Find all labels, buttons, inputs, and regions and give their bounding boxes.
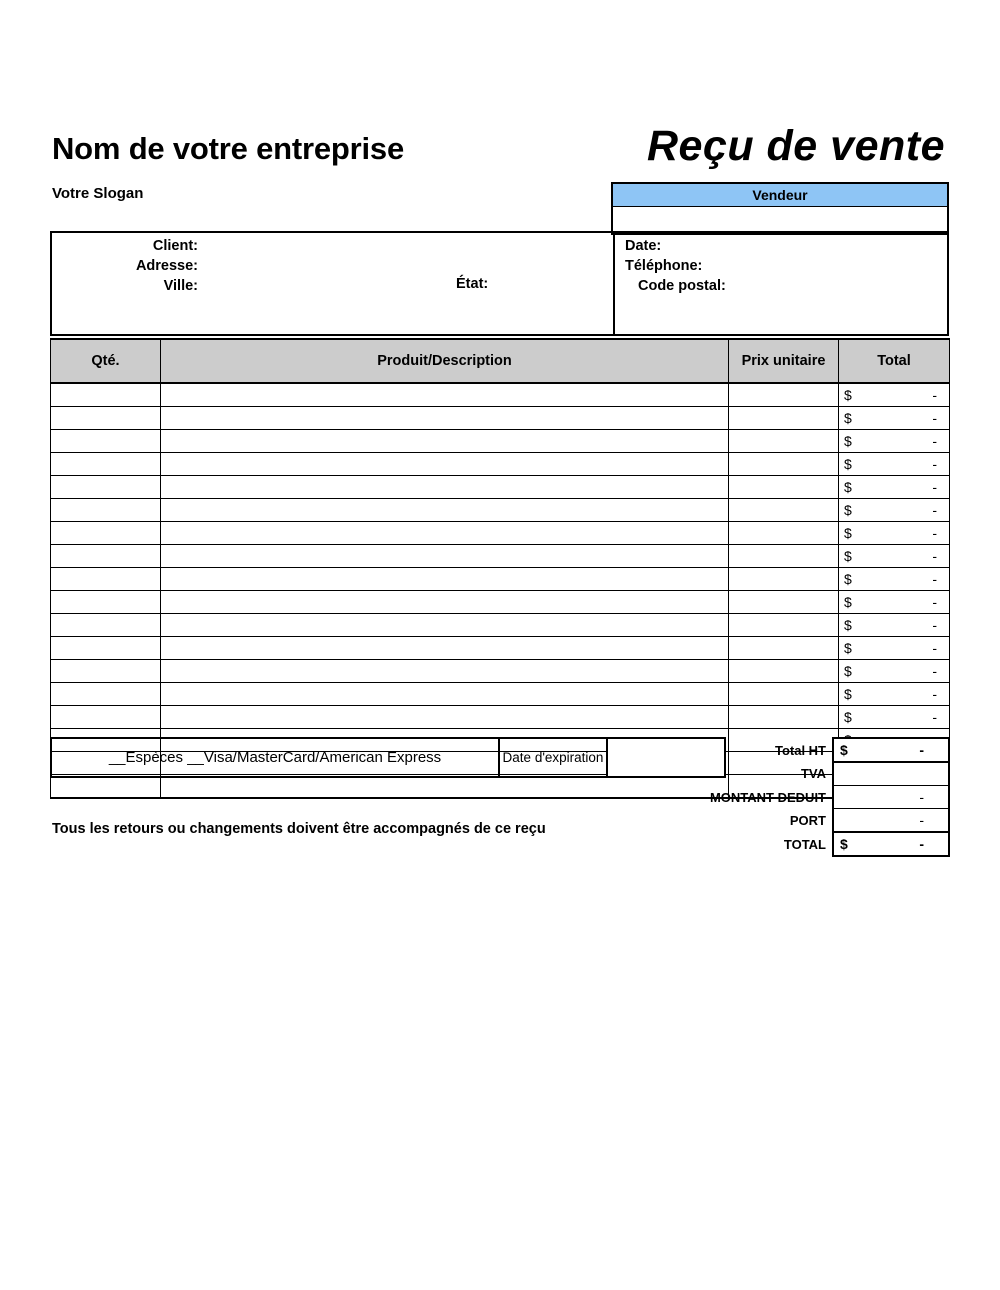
item-qty-cell[interactable] bbox=[51, 637, 161, 660]
totals-row bbox=[690, 786, 949, 809]
item-qty-cell[interactable] bbox=[51, 706, 161, 729]
item-total-cell bbox=[839, 568, 950, 591]
item-row bbox=[51, 660, 950, 683]
item-unit-price-cell[interactable] bbox=[729, 383, 839, 407]
totals-row-amount: - bbox=[919, 742, 924, 758]
item-unit-price-cell[interactable] bbox=[729, 407, 839, 430]
item-unit-price-cell[interactable] bbox=[729, 614, 839, 637]
item-description-cell[interactable] bbox=[161, 522, 729, 545]
customer-info-box bbox=[50, 231, 949, 336]
item-row bbox=[51, 637, 950, 660]
item-unit-price-cell[interactable] bbox=[729, 453, 839, 476]
items-table-header-row bbox=[51, 339, 950, 383]
item-description-cell[interactable] bbox=[161, 545, 729, 568]
totals-row-value[interactable] bbox=[833, 809, 949, 833]
return-policy-note: Tous les retours ou changements doivent être accompagnés de ce reçu bbox=[52, 821, 546, 837]
item-qty-cell[interactable] bbox=[51, 430, 161, 453]
item-row bbox=[51, 407, 950, 430]
expiry-date-label: Date d'expiration bbox=[500, 739, 608, 776]
item-unit-price-cell[interactable] bbox=[729, 499, 839, 522]
item-qty-cell[interactable] bbox=[51, 453, 161, 476]
item-description-cell[interactable] bbox=[161, 660, 729, 683]
vendor-header-label: Vendeur bbox=[613, 184, 947, 207]
item-qty-cell[interactable] bbox=[51, 683, 161, 706]
currency-symbol: $ bbox=[844, 502, 852, 518]
item-total-cell bbox=[839, 683, 950, 706]
item-qty-cell[interactable] bbox=[51, 775, 161, 799]
totals-row-label: TVA bbox=[800, 766, 826, 782]
item-total-cell bbox=[839, 499, 950, 522]
item-row bbox=[51, 683, 950, 706]
item-total-cell bbox=[839, 522, 950, 545]
currency-symbol: $ bbox=[844, 709, 852, 725]
totals-row-amount: - bbox=[919, 836, 924, 852]
payment-row bbox=[50, 737, 726, 778]
column-header-total: Total bbox=[839, 339, 950, 383]
totals-table-body bbox=[690, 738, 949, 856]
items-table bbox=[50, 338, 950, 799]
currency-symbol: $ bbox=[844, 663, 852, 679]
totals-row-label: TOTAL bbox=[783, 836, 826, 852]
item-qty-cell[interactable] bbox=[51, 383, 161, 407]
item-qty-cell[interactable] bbox=[51, 407, 161, 430]
item-total-amount: - bbox=[932, 640, 937, 656]
item-total-cell bbox=[839, 545, 950, 568]
totals-row-amount: - bbox=[919, 812, 924, 828]
item-unit-price-cell[interactable] bbox=[729, 706, 839, 729]
currency-symbol: $ bbox=[844, 686, 852, 702]
item-unit-price-cell[interactable] bbox=[729, 660, 839, 683]
totals-table bbox=[690, 737, 950, 857]
totals-row bbox=[690, 832, 949, 856]
item-total-cell bbox=[839, 476, 950, 499]
currency-symbol: $ bbox=[844, 548, 852, 564]
item-total-amount: - bbox=[932, 686, 937, 702]
item-row bbox=[51, 430, 950, 453]
customer-label-state: État: bbox=[456, 276, 489, 292]
item-description-cell[interactable] bbox=[161, 775, 729, 799]
item-total-amount: - bbox=[932, 433, 937, 449]
item-total-amount: - bbox=[932, 410, 937, 426]
item-description-cell[interactable] bbox=[161, 637, 729, 660]
item-unit-price-cell[interactable] bbox=[729, 637, 839, 660]
item-total-cell bbox=[839, 637, 950, 660]
currency-symbol: $ bbox=[844, 410, 852, 426]
totals-row-amount: - bbox=[919, 789, 924, 805]
currency-symbol: $ bbox=[844, 571, 852, 587]
totals-row-label: PORT bbox=[789, 812, 826, 828]
item-total-cell bbox=[839, 614, 950, 637]
items-table-body bbox=[51, 383, 950, 798]
item-total-amount: - bbox=[932, 663, 937, 679]
item-row bbox=[51, 614, 950, 637]
item-total-amount: - bbox=[932, 479, 937, 495]
payment-methods-label[interactable]: __Espèces __Visa/MasterCard/American Express bbox=[52, 739, 500, 776]
item-qty-cell[interactable] bbox=[51, 568, 161, 591]
item-description-cell[interactable] bbox=[161, 568, 729, 591]
vendor-input[interactable] bbox=[613, 207, 947, 233]
item-total-cell bbox=[839, 383, 950, 407]
item-unit-price-cell[interactable] bbox=[729, 522, 839, 545]
item-total-amount: - bbox=[932, 502, 937, 518]
item-row bbox=[51, 522, 950, 545]
totals-row bbox=[690, 809, 949, 833]
currency-symbol: $ bbox=[844, 525, 852, 541]
item-description-cell[interactable] bbox=[161, 706, 729, 729]
column-header-description: Produit/Description bbox=[161, 339, 729, 383]
item-row bbox=[51, 545, 950, 568]
customer-label-date: Date: bbox=[625, 238, 662, 254]
company-name: Nom de votre entreprise bbox=[52, 131, 405, 166]
item-total-cell bbox=[839, 407, 950, 430]
totals-row-label: Total HT bbox=[774, 742, 826, 758]
item-qty-cell[interactable] bbox=[51, 591, 161, 614]
item-row bbox=[51, 591, 950, 614]
item-description-cell[interactable] bbox=[161, 430, 729, 453]
item-total-amount: - bbox=[932, 594, 937, 610]
item-total-cell bbox=[839, 660, 950, 683]
item-unit-price-cell[interactable] bbox=[729, 568, 839, 591]
item-description-cell[interactable] bbox=[161, 614, 729, 637]
customer-box-divider bbox=[613, 233, 615, 334]
totals-row-value[interactable] bbox=[833, 832, 949, 856]
item-total-cell bbox=[839, 453, 950, 476]
customer-label-postal-code: Code postal: bbox=[638, 278, 726, 294]
item-unit-price-cell[interactable] bbox=[729, 476, 839, 499]
currency-symbol: $ bbox=[844, 456, 852, 472]
item-qty-cell[interactable] bbox=[51, 660, 161, 683]
item-unit-price-cell[interactable] bbox=[729, 683, 839, 706]
item-total-cell bbox=[839, 591, 950, 614]
currency-symbol: $ bbox=[844, 640, 852, 656]
item-description-cell[interactable] bbox=[161, 453, 729, 476]
item-row bbox=[51, 453, 950, 476]
item-qty-cell[interactable] bbox=[51, 522, 161, 545]
customer-label-client: Client: bbox=[152, 238, 198, 254]
item-qty-cell[interactable] bbox=[51, 476, 161, 499]
currency-symbol: $ bbox=[844, 433, 852, 449]
item-unit-price-cell[interactable] bbox=[729, 545, 839, 568]
totals-row-value[interactable] bbox=[833, 786, 949, 809]
item-row bbox=[51, 499, 950, 522]
item-total-cell bbox=[839, 430, 950, 453]
customer-right-labels bbox=[625, 236, 726, 296]
column-header-unit-price: Prix unitaire bbox=[729, 339, 839, 383]
document-title: Reçu de vente bbox=[646, 122, 945, 170]
item-description-cell[interactable] bbox=[161, 476, 729, 499]
item-row bbox=[51, 476, 950, 499]
currency-symbol: $ bbox=[844, 617, 852, 633]
item-unit-price-cell[interactable] bbox=[729, 591, 839, 614]
item-qty-cell[interactable] bbox=[51, 499, 161, 522]
item-description-cell[interactable] bbox=[161, 407, 729, 430]
item-total-amount: - bbox=[932, 709, 937, 725]
currency-symbol: $ bbox=[840, 836, 848, 852]
item-total-amount: - bbox=[932, 571, 937, 587]
totals-row-label: MONTANT DEDUIT bbox=[709, 789, 826, 805]
item-total-amount: - bbox=[932, 548, 937, 564]
vendor-box bbox=[611, 182, 949, 235]
item-description-cell[interactable] bbox=[161, 683, 729, 706]
totals-row-value[interactable] bbox=[833, 762, 949, 786]
item-description-cell[interactable] bbox=[161, 383, 729, 407]
item-description-cell[interactable] bbox=[161, 591, 729, 614]
item-total-amount: - bbox=[932, 387, 937, 403]
item-total-amount: - bbox=[932, 525, 937, 541]
totals-row-value[interactable] bbox=[833, 738, 949, 762]
currency-symbol: $ bbox=[844, 594, 852, 610]
item-total-amount: - bbox=[932, 456, 937, 472]
item-qty-cell[interactable] bbox=[51, 614, 161, 637]
currency-symbol: $ bbox=[844, 387, 852, 403]
item-row bbox=[51, 568, 950, 591]
item-row bbox=[51, 706, 950, 729]
column-header-qty: Qté. bbox=[51, 339, 161, 383]
customer-label-address: Adresse: bbox=[135, 258, 198, 274]
item-total-cell bbox=[839, 706, 950, 729]
customer-left-labels bbox=[52, 236, 198, 296]
item-row bbox=[51, 383, 950, 407]
customer-label-city: Ville: bbox=[163, 278, 198, 294]
currency-symbol: $ bbox=[840, 742, 848, 758]
customer-label-phone: Téléphone: bbox=[625, 258, 703, 274]
totals-row bbox=[690, 762, 949, 786]
company-slogan: Votre Slogan bbox=[52, 185, 144, 202]
currency-symbol: $ bbox=[844, 479, 852, 495]
item-unit-price-cell[interactable] bbox=[729, 430, 839, 453]
item-description-cell[interactable] bbox=[161, 499, 729, 522]
totals-row bbox=[690, 738, 949, 762]
item-qty-cell[interactable] bbox=[51, 545, 161, 568]
item-total-amount: - bbox=[932, 617, 937, 633]
